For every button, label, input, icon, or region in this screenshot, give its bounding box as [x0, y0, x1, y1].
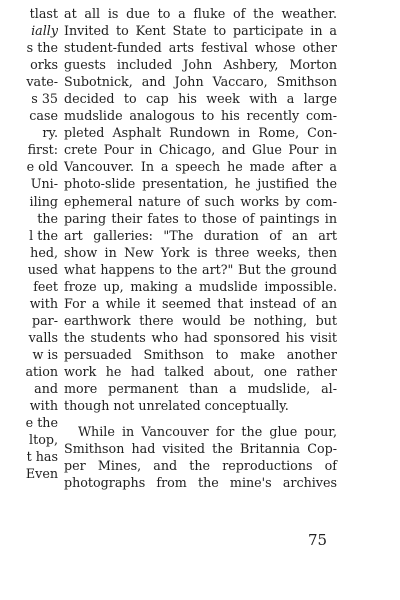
body-line: persuaded Smithson to make another [64, 346, 337, 362]
left-line: and [34, 381, 58, 397]
body-line: the students who had sponsored his visit [64, 329, 337, 345]
body-line: guests included John Ashbery, Morton [64, 57, 337, 73]
body-line: Invited to Kent State to participate in a [64, 23, 337, 39]
left-line: first: [27, 142, 58, 158]
left-line: ially [31, 23, 58, 39]
body-line: froze up, making a mudslide impossible. [64, 278, 337, 294]
body-line: photographs from the mine's archives [64, 475, 337, 491]
body-line: show in New York is three weeks, then [64, 244, 337, 260]
left-line: e the [25, 415, 58, 431]
left-line: Uni- [30, 176, 58, 192]
body-line: student-funded arts festival whose other [64, 40, 337, 56]
left-line: s 35 [31, 91, 58, 107]
body-line: ephemeral nature of such works by com- [64, 193, 337, 209]
left-line: par- [31, 312, 58, 328]
main-column [64, 5, 337, 491]
body-line: Smithson had visited the Britannia Cop- [64, 441, 337, 457]
body-line: decided to cap his week with a large [64, 91, 337, 107]
body-line: mudslide analogous to his recently com- [64, 108, 337, 124]
body-line: paring their fates to those of paintings in [64, 210, 337, 226]
body-line: earthwork there would be nothing, but [64, 312, 337, 328]
left-line: w is [32, 346, 58, 362]
body-line: For a while it seemed that instead of an [64, 295, 337, 311]
left-line: case [29, 108, 58, 124]
body-line: at all is due to a fluke of the weather. [64, 6, 337, 21]
body-line: art galleries: "The duration of an art [64, 227, 337, 243]
body-line: more permanent than a mudslide, al- [64, 381, 337, 397]
left-line: with [29, 295, 58, 311]
left-line: feet [33, 278, 58, 294]
body-line: crete Pour in Chicago, and Glue Pour in [64, 142, 337, 158]
left-line: the [37, 210, 58, 226]
body-line: photo-slide presentation, he justified the [64, 176, 337, 192]
page-number: 75 [308, 531, 328, 549]
left-line: tlast [29, 6, 58, 21]
body-line: pleted Asphalt Rundown in Rome, Con- [64, 125, 337, 141]
left-line: with [29, 398, 58, 414]
body-line: per Mines, and the reproductions of [64, 458, 337, 474]
left-line: l the [29, 227, 58, 243]
left-line: s the [26, 40, 58, 56]
left-line: used [27, 261, 58, 277]
body-line: work he had talked about, one rather [64, 363, 337, 379]
left-line: hed, [30, 244, 58, 260]
left-line: ltop, [29, 432, 58, 448]
body-line: what happens to the art?" But the ground [64, 261, 337, 277]
left-line: ation [25, 363, 58, 379]
left-line: ry. [42, 125, 58, 141]
left-line: valls [28, 329, 58, 345]
body-line: though not unrelated conceptually. [64, 398, 289, 414]
left-line: orks [30, 57, 58, 73]
left-line: Even [25, 466, 58, 482]
body-line: Vancouver. In a speech he made after a [64, 159, 337, 175]
body-line: Subotnick, and John Vaccaro, Smithson [64, 74, 337, 90]
left-line: vate- [26, 74, 58, 90]
left-line: iling [29, 193, 58, 209]
body-line: While in Vancouver for the glue pour, [78, 424, 337, 440]
left-column-fragment [0, 5, 58, 482]
left-line: e old [26, 159, 58, 175]
left-line: t has [26, 449, 58, 465]
